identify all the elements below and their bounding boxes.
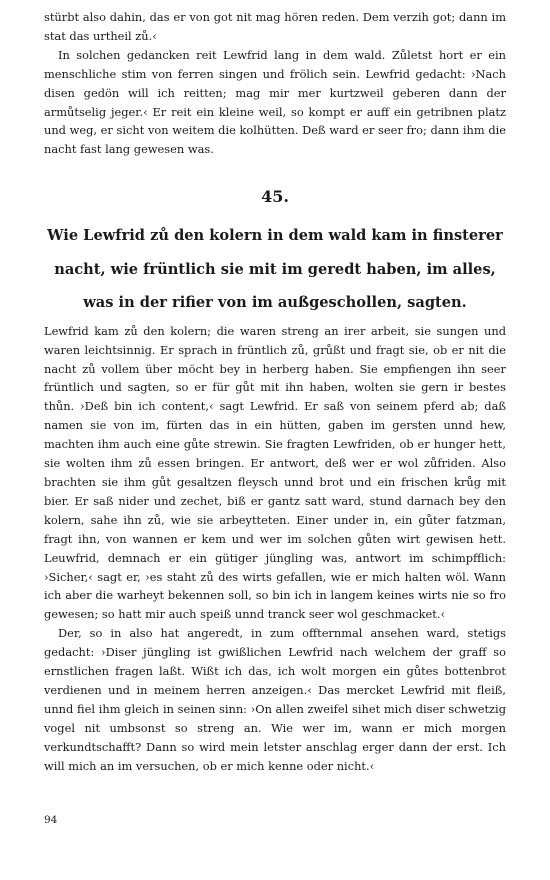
intro-paragraph-continued: stürbt also dahin, das er von got nit mag hören reden. Dem verzih got; dann im stat das urtheil zů.‹ [44, 10, 506, 43]
chapter-number: 45. [261, 187, 289, 207]
intro-paragraph: In solchen gedancken reit Lewfrid lang in dem wald. Zůletst hort er ein menschliche stim von ferren singen und frölich sein. Lewfrid gedacht: ›Nach disen gedön will ich reitten; mag mir mer kurtzweil geberen dann der armůtselig jeger.‹ Er reit ein kleine weil, so kompt er auff ein getribnen platz und weg, er sicht von weitem die kolhütten. Deß ward er seer fro; dann ihm die nacht fast lang gewesen was. [44, 47, 506, 157]
body-paragraph: Der, so in also hat angeredt, in zum offternmal ansehen ward, stetigs gedacht: ›Diser jüngling ist gwißlichen Lewfrid nach welchem der graff so ernstlichen fragen laßt. Wißt ich das, ich wolt morgen ein gůtes bottenbrot verdienen und in meinem herren anzeigen.‹ Das mercket Lewfrid mit fleiß, unnd fiel ihm gleich in seinen sinn: ›On allen zweifel sihet mich diser schwetzig vogel nit umbsonst so streng an. Wie wer im, wann er mich morgen verkundtschafft? Dann so wird mein letster anschlag erger dann der erst. Ich will mich an im versuchen, ob er mich kenne oder nicht.‹ [44, 626, 506, 773]
page-number: 94 [44, 814, 58, 826]
chapter-title: Wie Lewfrid zů den kolern in dem wald kam in finsterer nacht, wie früntlich sie mit im geredt haben, im alles, was in der rifier von im außgeschollen, sagten. [47, 227, 503, 312]
body-paragraph: Lewfrid kam zů den kolern; die waren streng an irer arbeit, sie sungen und waren leichtsinnig. Er sprach in früntlich zů, grůßt und fragt sie, ob er nit die nacht zů vollem über möcht bey in herberg haben. Sie empfiengen ihn seer früntlich und sagten, so er für gůt mit ihn haben, wolten sie gern ir bestes thůn. ›Deß bin ich content,‹ sagt Lewfrid. Er saß von seinem pferd ab; daß namen sie von im, fürten das in ein hütten, gaben im gersten unnd hew, machten ihm auch eine gůte strewin. Sie fragten Lewfriden, ob er hunger hett, sie wolten ihm zů essen bringen. Er antwort, deß wer er wol zůfriden. Also brachten sie ihm gůt gesaltzen fleysch unnd brot und ein frischen krůg mit bier. Er saß nider und zechet, biß er gantz satt ward, stund darnach bey den kolern, sahe ihn zů, wie sie arbeytteten. Einer under in, ein gůter fatzman, fragt ihn, von wannen er kem und wer im solchen gůten wirt gewisen hett. Leuwfrid, demnach er ein gütiger jüngling was, antwort im schimpfflich: ›Sicher,‹ sagt er, ›es staht zů des wirts gefallen, wie er mich halten wöl. Wann ich aber die warheyt bekennen soll, so bin ich in langem keines wirts nie so fro gewesen; so hatt mir auch speiß unnd tranck seer wol geschmacket.‹ [44, 323, 506, 622]
